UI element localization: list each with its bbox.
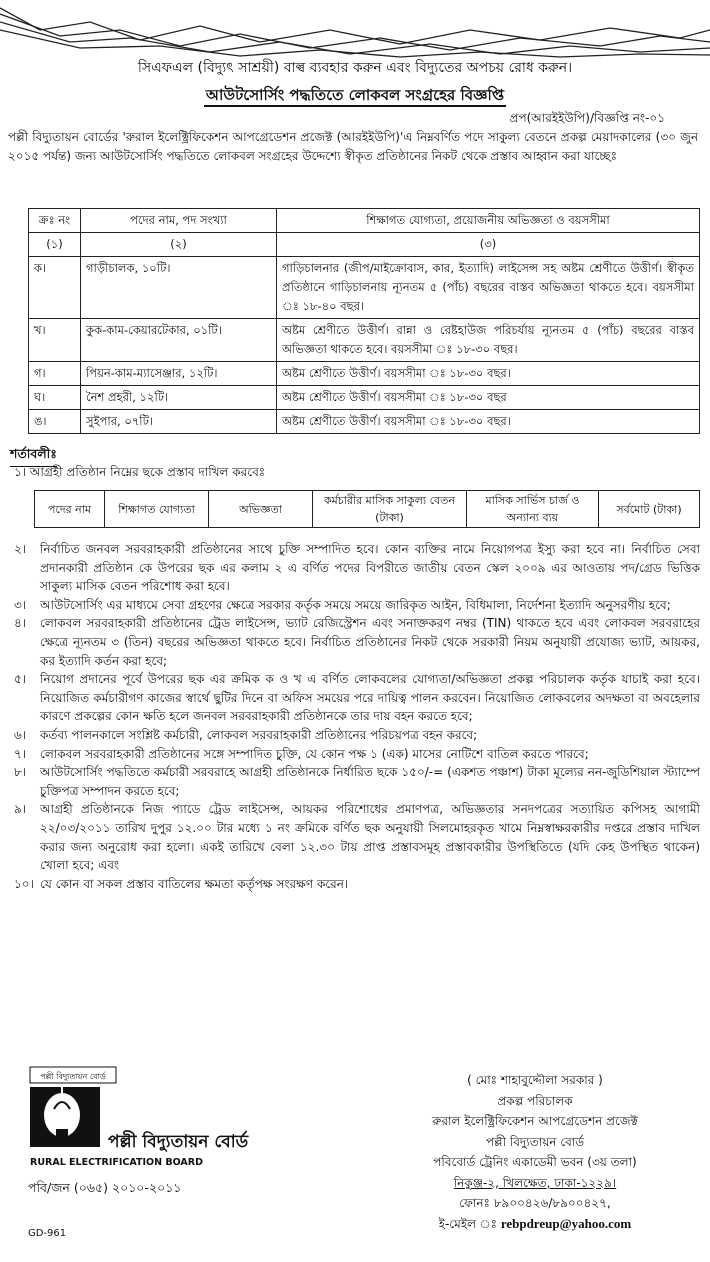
proposal-format-table bbox=[34, 490, 700, 528]
row-post: কুক-কাম-কেয়ারটেকার, ০১টি। bbox=[81, 319, 277, 362]
condition-item: ৬। কর্তব্য পালনকালে সংশ্লিষ্ট কর্মচারী, লোকবল সরবরাহকারী প্রতিষ্ঠানের পরিচয়পত্র বহন করবে; bbox=[14, 727, 478, 742]
row-post: পিয়ন-কাম-ম্যাসেঞ্জার, ১২টি। bbox=[81, 362, 277, 386]
torn-paper-edge bbox=[0, 0, 710, 58]
condition-item: ৮। আউটসোর্সিং পদ্ধতিতে কর্মচারী সরবরাহে আগ্রহী প্রতিষ্ঠানকে নির্ধারিত ছকে ১৫০/-= (একশত পঞ্চাশ) টাকা মূল্যের নন-জুডিশিয়াল স্ট্যাম্পে চুক্তিপত্র সম্পাদন করতে হবে; bbox=[14, 765, 700, 798]
postal-address: নিকুঞ্জ-২, খিলক্ষেত, ঢাকা-১২২৯। bbox=[453, 1175, 617, 1190]
column-number: (১) bbox=[29, 233, 81, 257]
row-serial: ক। bbox=[29, 257, 81, 319]
conditions-heading: শর্তাবলীঃ bbox=[10, 446, 57, 467]
email-line: ই-মেইল ঃ rebpdreup@yahoo.com bbox=[438, 1215, 632, 1231]
row-requirement: অষ্টম শ্রেণীতে উত্তীর্ণ। বয়সসীমা ঃ ১৮-৩০ বছর। bbox=[277, 362, 700, 386]
project-name: রুরাল ইলেক্ট্রিফিকেশন আপগ্রেডেশন প্রজেক্ট bbox=[432, 1114, 638, 1128]
row-serial: ঙ। bbox=[29, 410, 81, 434]
proposal-column: সর্বমোট (টাকা) bbox=[599, 491, 700, 528]
signatory-designation: প্রকল্প পরিচালক bbox=[497, 1093, 573, 1108]
row-requirement: গাড়িচালনার (জীপ/মাইক্রোবাস, কার, ইত্যাদি) লাইসেন্স সহ অষ্টম শ্রেণীতে উত্তীর্ণ। স্বীকৃত প্রতিষ্ঠানে গাড়িচালনায় ন্যূনতম ৫ (পাঁচ) বছরের বাস্তব অভিজ্ঞতা থাকতে হবে। বয়সসীমা ঃ ১৮-৪০ বছর। bbox=[277, 257, 700, 319]
header-post: পদের নাম, পদ সংখ্যা bbox=[81, 209, 277, 233]
organization-name: পল্লী বিদ্যুতায়ন বোর্ড bbox=[485, 1134, 585, 1149]
intro-paragraph: পল্লী বিদ্যুতায়ন বোর্ডের 'রুরাল ইলেক্ট্রিফিকেশন আপগ্রেডেশন প্রজেক্ট (আরইইউপি)'এ নিম্নবর্ণিত পদে সাকুল্য বেতনে প্রকল্প মেয়াদকালের (৩০ জুন ২০১৫ পর্যন্ত) জন্য আউটসোর্সিং পদ্ধতিতে লোকবল সংগ্রহের উদ্দেশ্যে স্বীকৃত প্রতিষ্ঠানের নিকট থেকে প্রস্তাব আহ্বান করা যাচ্ছেঃ bbox=[8, 130, 698, 163]
proposal-header-row bbox=[35, 491, 700, 528]
row-serial: গ। bbox=[29, 362, 81, 386]
conditions-list bbox=[14, 540, 700, 893]
row-serial: খ। bbox=[29, 319, 81, 362]
condition-item: ৭। লোকবল সরবরাহকারী প্রতিষ্ঠানের সঙ্গে সম্পাদিত চুক্তি, যে কোন পক্ষ ১ (এক) মাসের নোটিশে বাতিল করতে পারবে; bbox=[14, 746, 589, 761]
logo-bangla-name: পল্লী বিদ্যুতায়ন বোর্ড bbox=[108, 1132, 249, 1152]
condition-item: ২। নির্বাচিত জনবল সরবরাহকারী প্রতিষ্ঠানের সাথে চুক্তি সম্পাদিত হবে। কোন ব্যক্তির নামে নিয়োগপত্র ইস্যু করা হবে না। নির্বাচিত সেবা প্রদানকারী প্রতিষ্ঠান কে উপরের ছক এর কলাম ২ এ বর্ণিত পদের বিপরীতে জাতীয় বেতন স্কেল ২০০৯ এর আওতায় পদ/গ্রেড ভিত্তিক সাকুল্য মাসিক বেতন পরিশোধ করা হবে। bbox=[14, 542, 700, 594]
memo-number: পবি/জন (০৬৫) ২০১০-২০১১ bbox=[28, 1180, 182, 1195]
row-post: নৈশ প্রহরী, ১২টি। bbox=[81, 386, 277, 410]
table-row bbox=[29, 257, 700, 319]
condition-1: ১। আগ্রহী প্রতিষ্ঠান নিম্নের ছকে প্রস্তাব দাখিল করবেঃ bbox=[14, 465, 266, 479]
row-serial: ঘ। bbox=[29, 386, 81, 410]
table-header-row bbox=[29, 209, 700, 233]
publication-code: GD-961 bbox=[28, 1228, 67, 1239]
column-number: (২) bbox=[81, 233, 277, 257]
row-requirement: অষ্টম শ্রেণীতে উত্তীর্ণ। বয়সসীমা ঃ ১৮-৩০ বছর। bbox=[277, 410, 700, 434]
proposal-column: মাসিক সার্ভিস চার্জ ও অন্যান্য ব্যয় bbox=[467, 491, 599, 528]
proposal-column: শিক্ষাগত যোগ্যতা bbox=[105, 491, 209, 528]
notice-title: আউটসোর্সিং পদ্ধতিতে লোকবল সংগ্রহের বিজ্ঞপ্তি bbox=[0, 84, 710, 109]
row-requirement: অষ্টম শ্রেণীতে উত্তীর্ণ। রান্না ও রেষ্টহাউজ পরিচর্যায় ন্যূনতম ৫ (পাঁচ) বছরের বাস্তব অভিজ্ঞতা থাকতে হবে। বয়সসীমা ঃ ১৮-৩০ বছর। bbox=[277, 319, 700, 362]
logo-top-label: পল্লী বিদ্যুতায়ন বোর্ড bbox=[40, 1072, 106, 1081]
logo-english-name: RURAL ELECTRIFICATION BOARD bbox=[30, 1157, 203, 1168]
signature-block bbox=[382, 1070, 688, 1234]
table-row bbox=[29, 319, 700, 362]
phone-numbers: ফোনঃ ৮৯০০৪২৬/৮৯০০৪২৭, bbox=[459, 1196, 611, 1210]
slogan: সিএফএল (বিদ্যুৎ সাশ্রয়ী) বাল্ব ব্যবহার করুন এবং বিদ্যুতের অপচয় রোধ করুন। bbox=[137, 60, 573, 76]
reference-number: প্রপ(আরইইউপি)/বিজ্ঞপ্তি নং-০১ bbox=[509, 111, 665, 125]
header-serial: ক্রঃ নং bbox=[29, 209, 81, 233]
row-requirement: অষ্টম শ্রেণীতে উত্তীর্ণ। বয়সসীমা ঃ ১৮-৩০ বছর bbox=[277, 386, 700, 410]
table-number-row bbox=[29, 233, 700, 257]
table-row bbox=[29, 410, 700, 434]
proposal-column: পদের নাম bbox=[35, 491, 105, 528]
rural-electrification-board-logo bbox=[28, 1065, 310, 1171]
condition-item: ৪। লোকবল সরবরাহকারী প্রতিষ্ঠানের ট্রেড লাইসেন্স, ভ্যাট রেজিস্ট্রেশন এবং সনাক্তকরণ নম্বর (TIN) থাকতে হবে এবং লোকবল সরবরাহের ক্ষেত্রে ন্যূনতম ৩ (তিন) বছরের অভিজ্ঞতা থাকতে হবে। নির্বাচিত প্রতিষ্ঠানের নিকট থেকে সরকারী নিয়ম অনুযায়ী প্রযোজ্য ভ্যাট, আয়কর, কর ইত্যাদি কর্তন করা হবে; bbox=[14, 616, 700, 668]
signatory-name: ( মোঃ শাহাবুদ্দৌলা সরকার ) bbox=[467, 1073, 603, 1087]
column-number: (৩) bbox=[277, 233, 700, 257]
table-row bbox=[29, 362, 700, 386]
condition-item: ১০। যে কোন বা সকল প্রস্তাব বাতিলের ক্ষমতা কর্তৃপক্ষ সংরক্ষণ করেন। bbox=[14, 876, 349, 891]
posts-table bbox=[28, 208, 700, 434]
header-requirement: শিক্ষাগত যোগ্যতা, প্রয়োজনীয় অভিজ্ঞতা ও বয়সসীমা bbox=[277, 209, 700, 233]
condition-item: ৫। নিয়োগ প্রদানের পূর্বে উপরের ছক এর ক্রমিক ক ও খ এ বর্ণিত লোকবলের যোগ্যতা/অভিজ্ঞতা প্রকল্প পরিচালক কর্তৃক যাচাই করা হবে। নিয়োজিত কর্মচারীগণ কাজের স্বার্থে ছুটির দিনে বা অফিস সময়ের পরে দায়িত্ব পালন করবেন। নিয়োজিত লোকবলের অদক্ষতা বা অবহেলার কারণে প্রকল্পের কোন ক্ষতি হলে জনবল সরবরাহকারী প্রতিষ্ঠানকে তার দায় বহন করতে হবে; bbox=[14, 672, 700, 724]
proposal-column: অভিজ্ঞতা bbox=[209, 491, 313, 528]
row-post: গাড়ীচালক, ১০টি। bbox=[81, 257, 277, 319]
email-address[interactable]: rebpdreup@yahoo.com bbox=[500, 1215, 632, 1231]
building-address: পবিবোর্ড ট্রেনিং একাডেমী ভবন (৩য় তলা) bbox=[433, 1155, 637, 1169]
table-row bbox=[29, 386, 700, 410]
condition-item: ৩। আউটসোর্সিং এর মাধ্যমে সেবা গ্রহণের ক্ষেত্রে সরকার কর্তৃক সময়ে সময়ে জারিকৃত আইন, বিধিমালা, নির্দেশনা ইত্যাদি অনুসরণীয় হবে; bbox=[14, 597, 671, 612]
condition-item: ৯। আগ্রহী প্রতিষ্ঠানকে নিজ প্যাডে ট্রেড লাইসেন্স, আয়কর পরিশোধের প্রমাণপত্র, অভিজ্ঞতার সনদপত্রের সত্যায়িত কপিসহ আগামী ২২/০৩/২০১১ তারিখ দুপুর ১২.০০ টার মধ্যে ১ নং ক্রমিকে বর্ণিত ছক অনুযায়ী সিলমোহরকৃত খামে নিম্নস্বাক্ষরকারীর দপ্তরে প্রস্তাব দাখিল করার জন্য অনুরোধ করা হলো। একই তারিখে বেলা ১২.৩০ টায় প্রাপ্ত প্রস্তাবসমূহ প্রস্তাবকারীর উপস্থিতিতে (যদি কেহ উপস্থিত থাকেন) খোলা হবে; এবং bbox=[14, 802, 700, 873]
proposal-column: কর্মচারীর মাসিক সাকুল্য বেতন (টাকা) bbox=[313, 491, 467, 528]
row-post: সুইপার, ০৭টি। bbox=[81, 410, 277, 434]
